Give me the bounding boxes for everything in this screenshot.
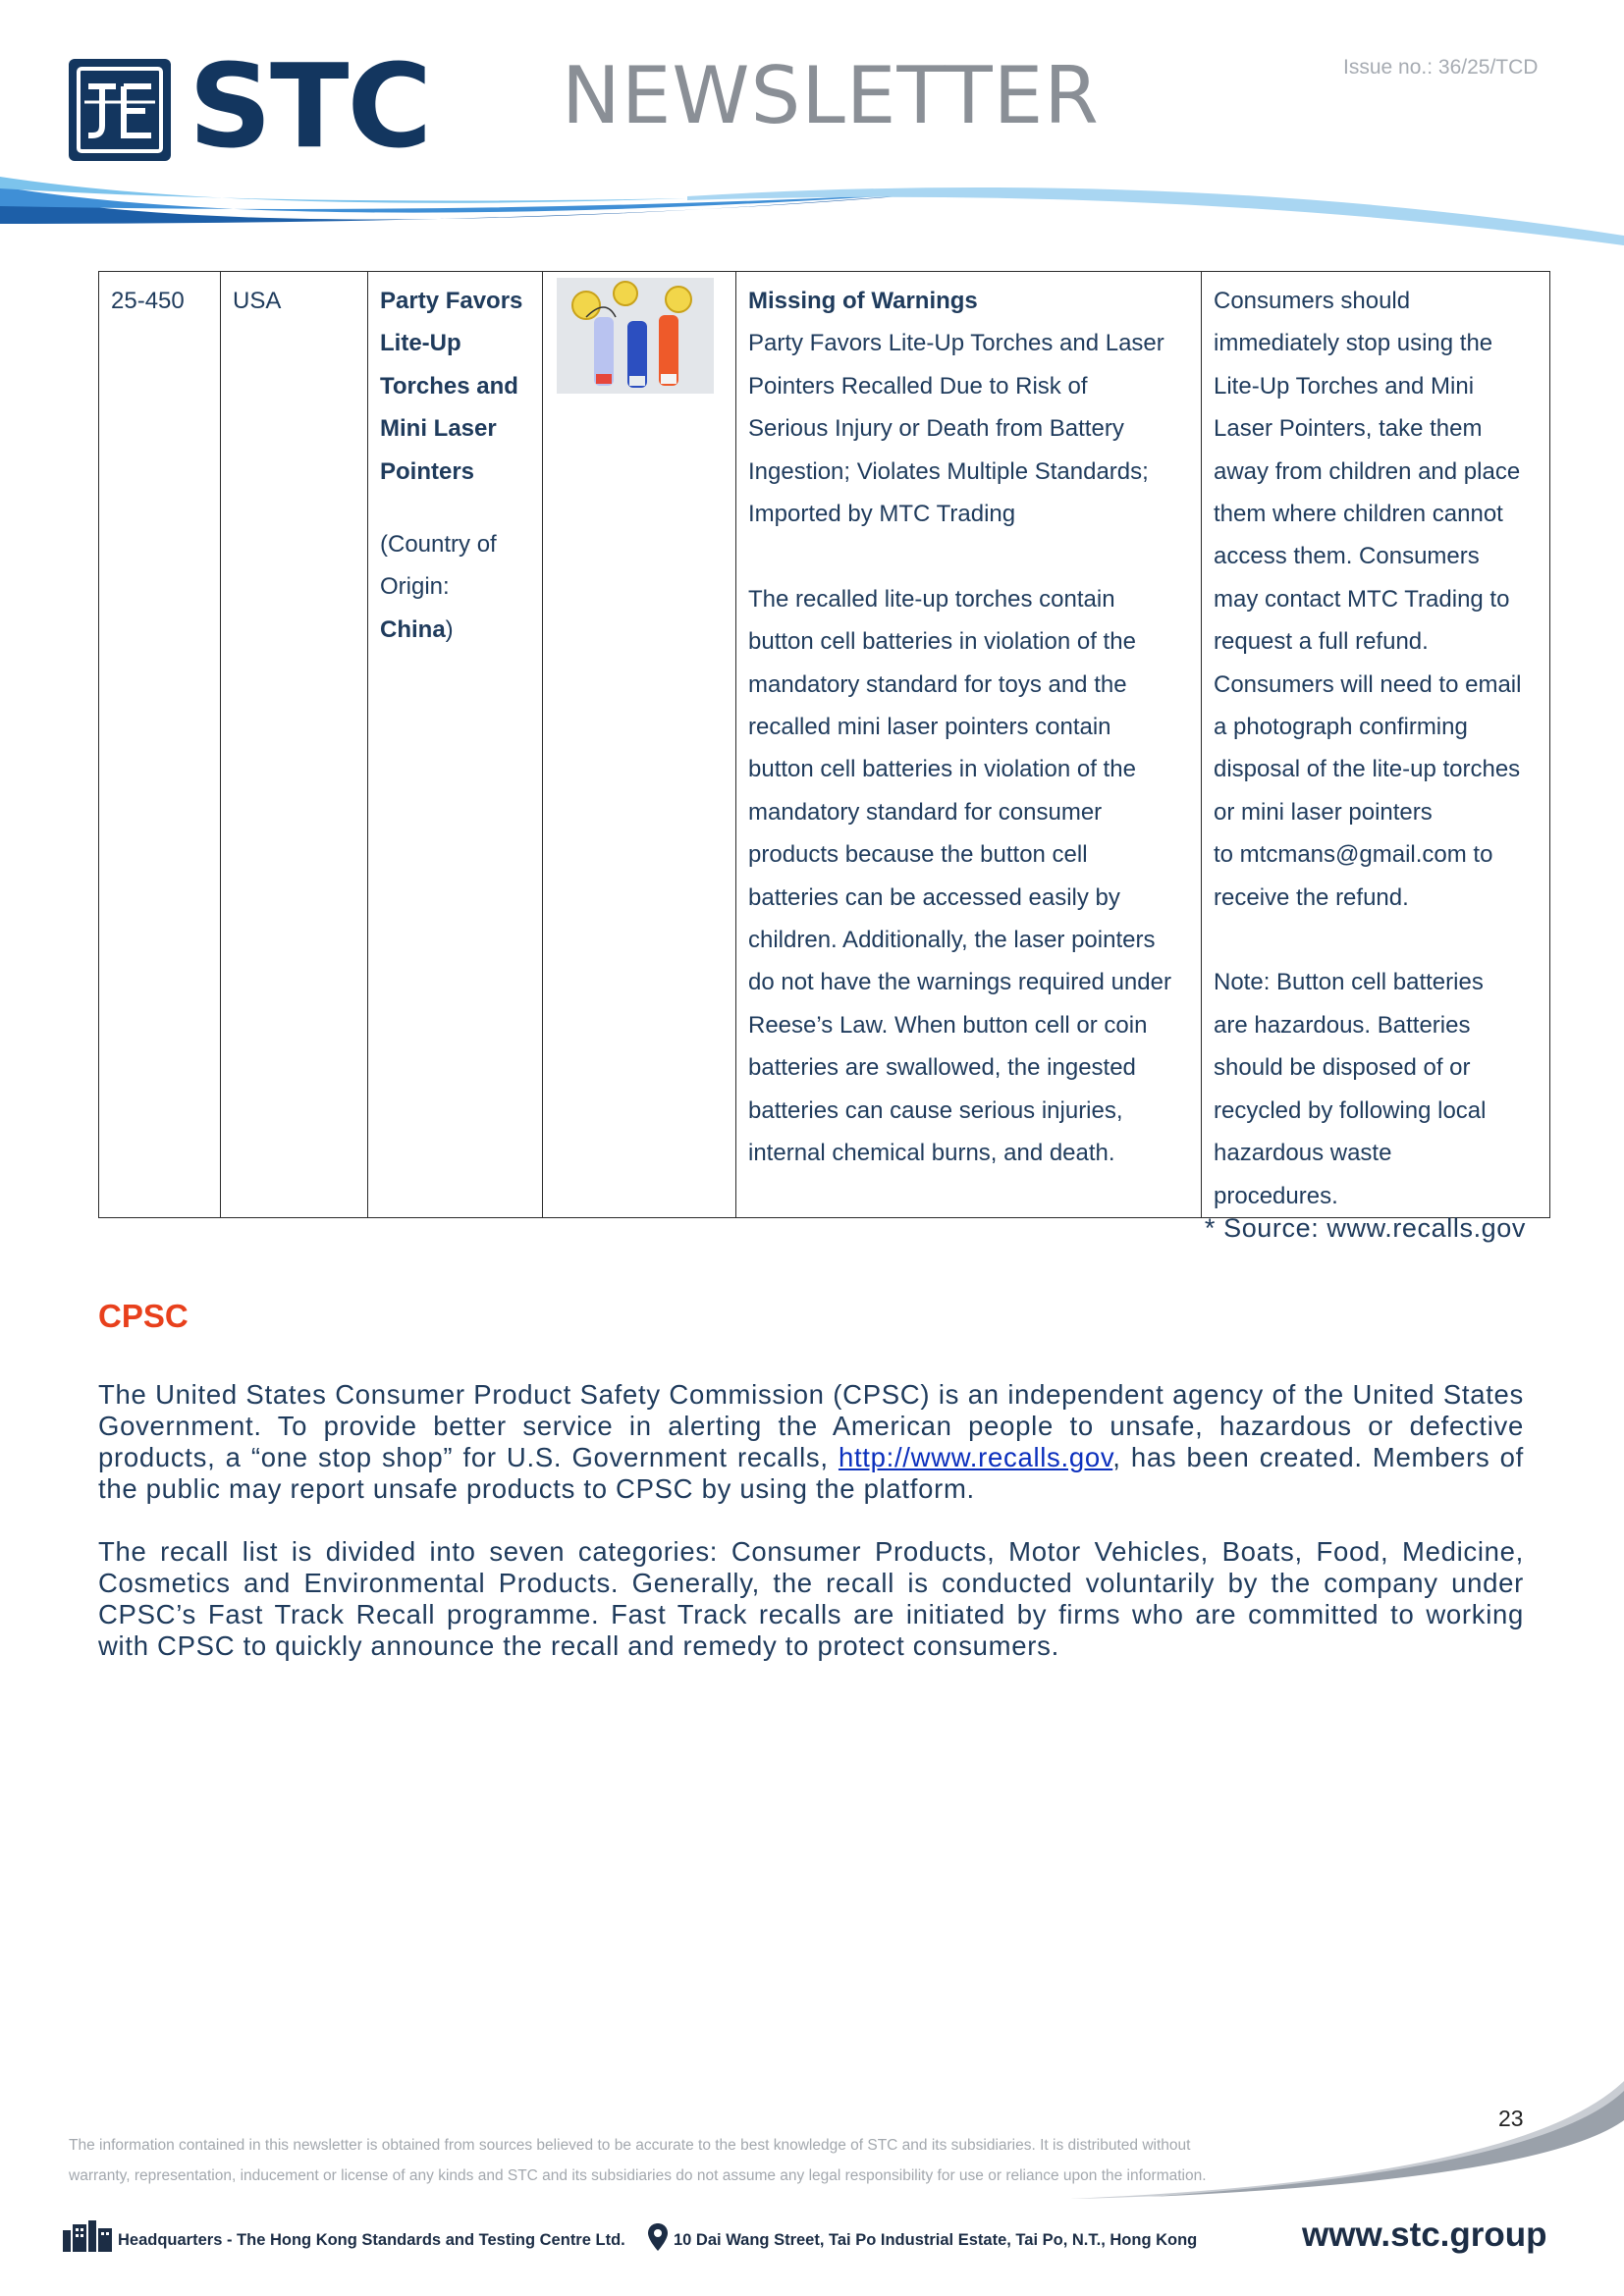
product-cell <box>368 272 543 1218</box>
hazard-line: The recalled lite-up torches contain <box>748 585 1115 613</box>
disclaimer-line: warranty, representation, inducement or license of any kinds and STC and its subsidiaries do not assume any legal responsibility for use or reliance upon the information. <box>69 2167 1207 2184</box>
building-icon <box>63 2220 114 2252</box>
remedy-line: receive the refund. <box>1214 883 1409 911</box>
product-name-line: Torches and <box>380 372 518 400</box>
hazard-line: batteries are swallowed, the ingested <box>748 1054 1136 1082</box>
remedy-line: request a full refund. <box>1214 628 1429 656</box>
remedy-text <box>1214 280 1538 919</box>
remedy-line: Consumers will need to email <box>1214 670 1522 698</box>
note-line: procedures. <box>1214 1182 1338 1209</box>
recall-table <box>98 271 1550 1218</box>
stc-logo-icon <box>67 57 173 163</box>
note-line: hazardous waste <box>1214 1140 1392 1167</box>
origin-label: (Country of <box>380 531 497 559</box>
source-note: * Source: www.recalls.gov <box>1204 1213 1526 1243</box>
issue-number: Issue no.: 36/25/TCD <box>1343 56 1539 79</box>
remedy-line: access them. Consumers <box>1214 543 1480 570</box>
address-text: 10 Dai Wang Street, Tai Po Industrial Estate, Tai Po, N.T., Hong Kong <box>674 2231 1198 2249</box>
origin-label: Origin: <box>380 573 450 601</box>
remedy-line: Laser Pointers, take them <box>1214 415 1483 443</box>
headquarters-text: Headquarters - The Hong Kong Standards and Testing Centre Ltd. <box>118 2231 625 2249</box>
location-pin-icon <box>648 2223 668 2251</box>
hazard-line: button cell batteries in violation of the <box>748 628 1136 656</box>
hazard-line: do not have the warnings required under <box>748 969 1171 996</box>
remedy-line: immediately stop using the <box>1214 330 1493 357</box>
note-line: should be disposed of or <box>1214 1054 1471 1082</box>
hazard-cell <box>736 272 1202 1218</box>
country: USA <box>233 288 282 314</box>
hazard-summary <box>748 322 1189 535</box>
hazard-line: recalled mini laser pointers contain <box>748 714 1111 741</box>
disclaimer <box>69 2130 1345 2191</box>
recalls-gov-link[interactable]: http://www.recalls.gov <box>838 1442 1113 1472</box>
ref-no-cell <box>99 272 221 1218</box>
product-name-line: Party Favors <box>380 288 523 314</box>
product-name <box>380 280 530 493</box>
hazard-line: mandatory standard for consumer <box>748 798 1103 826</box>
hazard-title: Missing of Warnings <box>748 288 978 314</box>
remedy-line: may contact MTC Trading to <box>1214 585 1510 613</box>
hazard-line: Reese’s Law. When button cell or coin <box>748 1011 1148 1039</box>
photo-cell <box>543 272 736 1218</box>
hazard-line: children. Additionally, the laser pointers <box>748 927 1156 954</box>
hazard-line: Ingestion; Violates Multiple Standards; <box>748 457 1149 485</box>
product-name-line: Lite-Up <box>380 330 461 357</box>
product-photo <box>557 278 714 394</box>
note-line: are hazardous. Batteries <box>1214 1011 1471 1039</box>
product-name-line: Pointers <box>380 457 475 485</box>
logo-wordmark: STC <box>189 38 431 174</box>
website-link[interactable]: www.stc.group <box>1302 2216 1547 2254</box>
hazard-line: batteries can be accessed easily by <box>748 883 1120 911</box>
cpsc-paragraph-2: The recall list is divided into seven categories: Consumer Products, Motor Vehicles, Boats, Food, Medicine, Cosmetics and Environmental Products. Generally, the recall is conducted voluntarily by the company under CPSC’s Fast Track Recall programme. Fast Track recalls are initiated by firms who are committed to working with CPSC to quickly announce the recall and remedy to protect consumers. <box>98 1536 1524 1661</box>
hazard-detail <box>748 578 1189 1175</box>
remedy-line: a photograph confirming <box>1214 714 1468 741</box>
hazard-line: products because the button cell <box>748 841 1088 869</box>
hazard-line: Serious Injury or Death from Battery <box>748 415 1124 443</box>
newsletter-title: NEWSLETTER <box>562 50 1100 141</box>
remedy-line: Lite-Up Torches and Mini <box>1214 372 1475 400</box>
table-row <box>99 272 1550 1218</box>
remedy-line: to mtcmans@gmail.com to <box>1214 841 1493 869</box>
note-text <box>1214 961 1538 1216</box>
page-number: 23 <box>1498 2106 1524 2131</box>
hazard-line: mandatory standard for toys and the <box>748 670 1127 698</box>
origin-close: ) <box>445 615 454 643</box>
remedy-line: disposal of the lite-up torches <box>1214 756 1521 783</box>
remedy-line: away from children and place <box>1214 457 1521 485</box>
remedy-cell <box>1202 272 1550 1218</box>
header-swoosh <box>0 177 1624 270</box>
hazard-line: button cell batteries in violation of the <box>748 756 1136 783</box>
hazard-line: Pointers Recalled Due to Risk of <box>748 372 1088 400</box>
product-name-line: Mini Laser <box>380 415 497 443</box>
section-heading: CPSC <box>98 1298 189 1334</box>
hazard-line: internal chemical burns, and death. <box>748 1140 1115 1167</box>
note-line: Note: Button cell batteries <box>1214 969 1484 996</box>
paragraph-text: , has been created. Members of the public may report unsafe products to CPSC by using the platform. <box>98 1442 1524 1504</box>
remedy-line: or mini laser pointers <box>1214 798 1433 826</box>
cpsc-paragraph-1 <box>98 1379 1524 1505</box>
country-of-origin <box>380 523 530 651</box>
disclaimer-line: The information contained in this newsletter is obtained from sources believed to be accurate to the best knowledge of STC and its subsidiaries. It is distributed without <box>69 2137 1191 2154</box>
note-line: recycled by following local <box>1214 1096 1487 1124</box>
origin-country: China <box>380 615 446 643</box>
hazard-line: Party Favors Lite-Up Torches and Laser <box>748 330 1164 357</box>
hazard-line: Imported by MTC Trading <box>748 501 1016 528</box>
hazard-line: batteries can cause serious injuries, <box>748 1096 1123 1124</box>
paragraph-text: The United States Consumer Product Safety Commission (CPSC) is an independent agency of the United States Government. To provide better service in alerting the American people to unsafe, hazardous or defective products, a “one stop shop” for U.S. Government recalls, <box>98 1379 1524 1472</box>
remedy-line: them where children cannot <box>1214 501 1503 528</box>
ref-no: 25-450 <box>111 288 185 314</box>
country-cell <box>221 272 368 1218</box>
remedy-line: Consumers should <box>1214 288 1411 314</box>
stc-logo <box>67 38 460 174</box>
